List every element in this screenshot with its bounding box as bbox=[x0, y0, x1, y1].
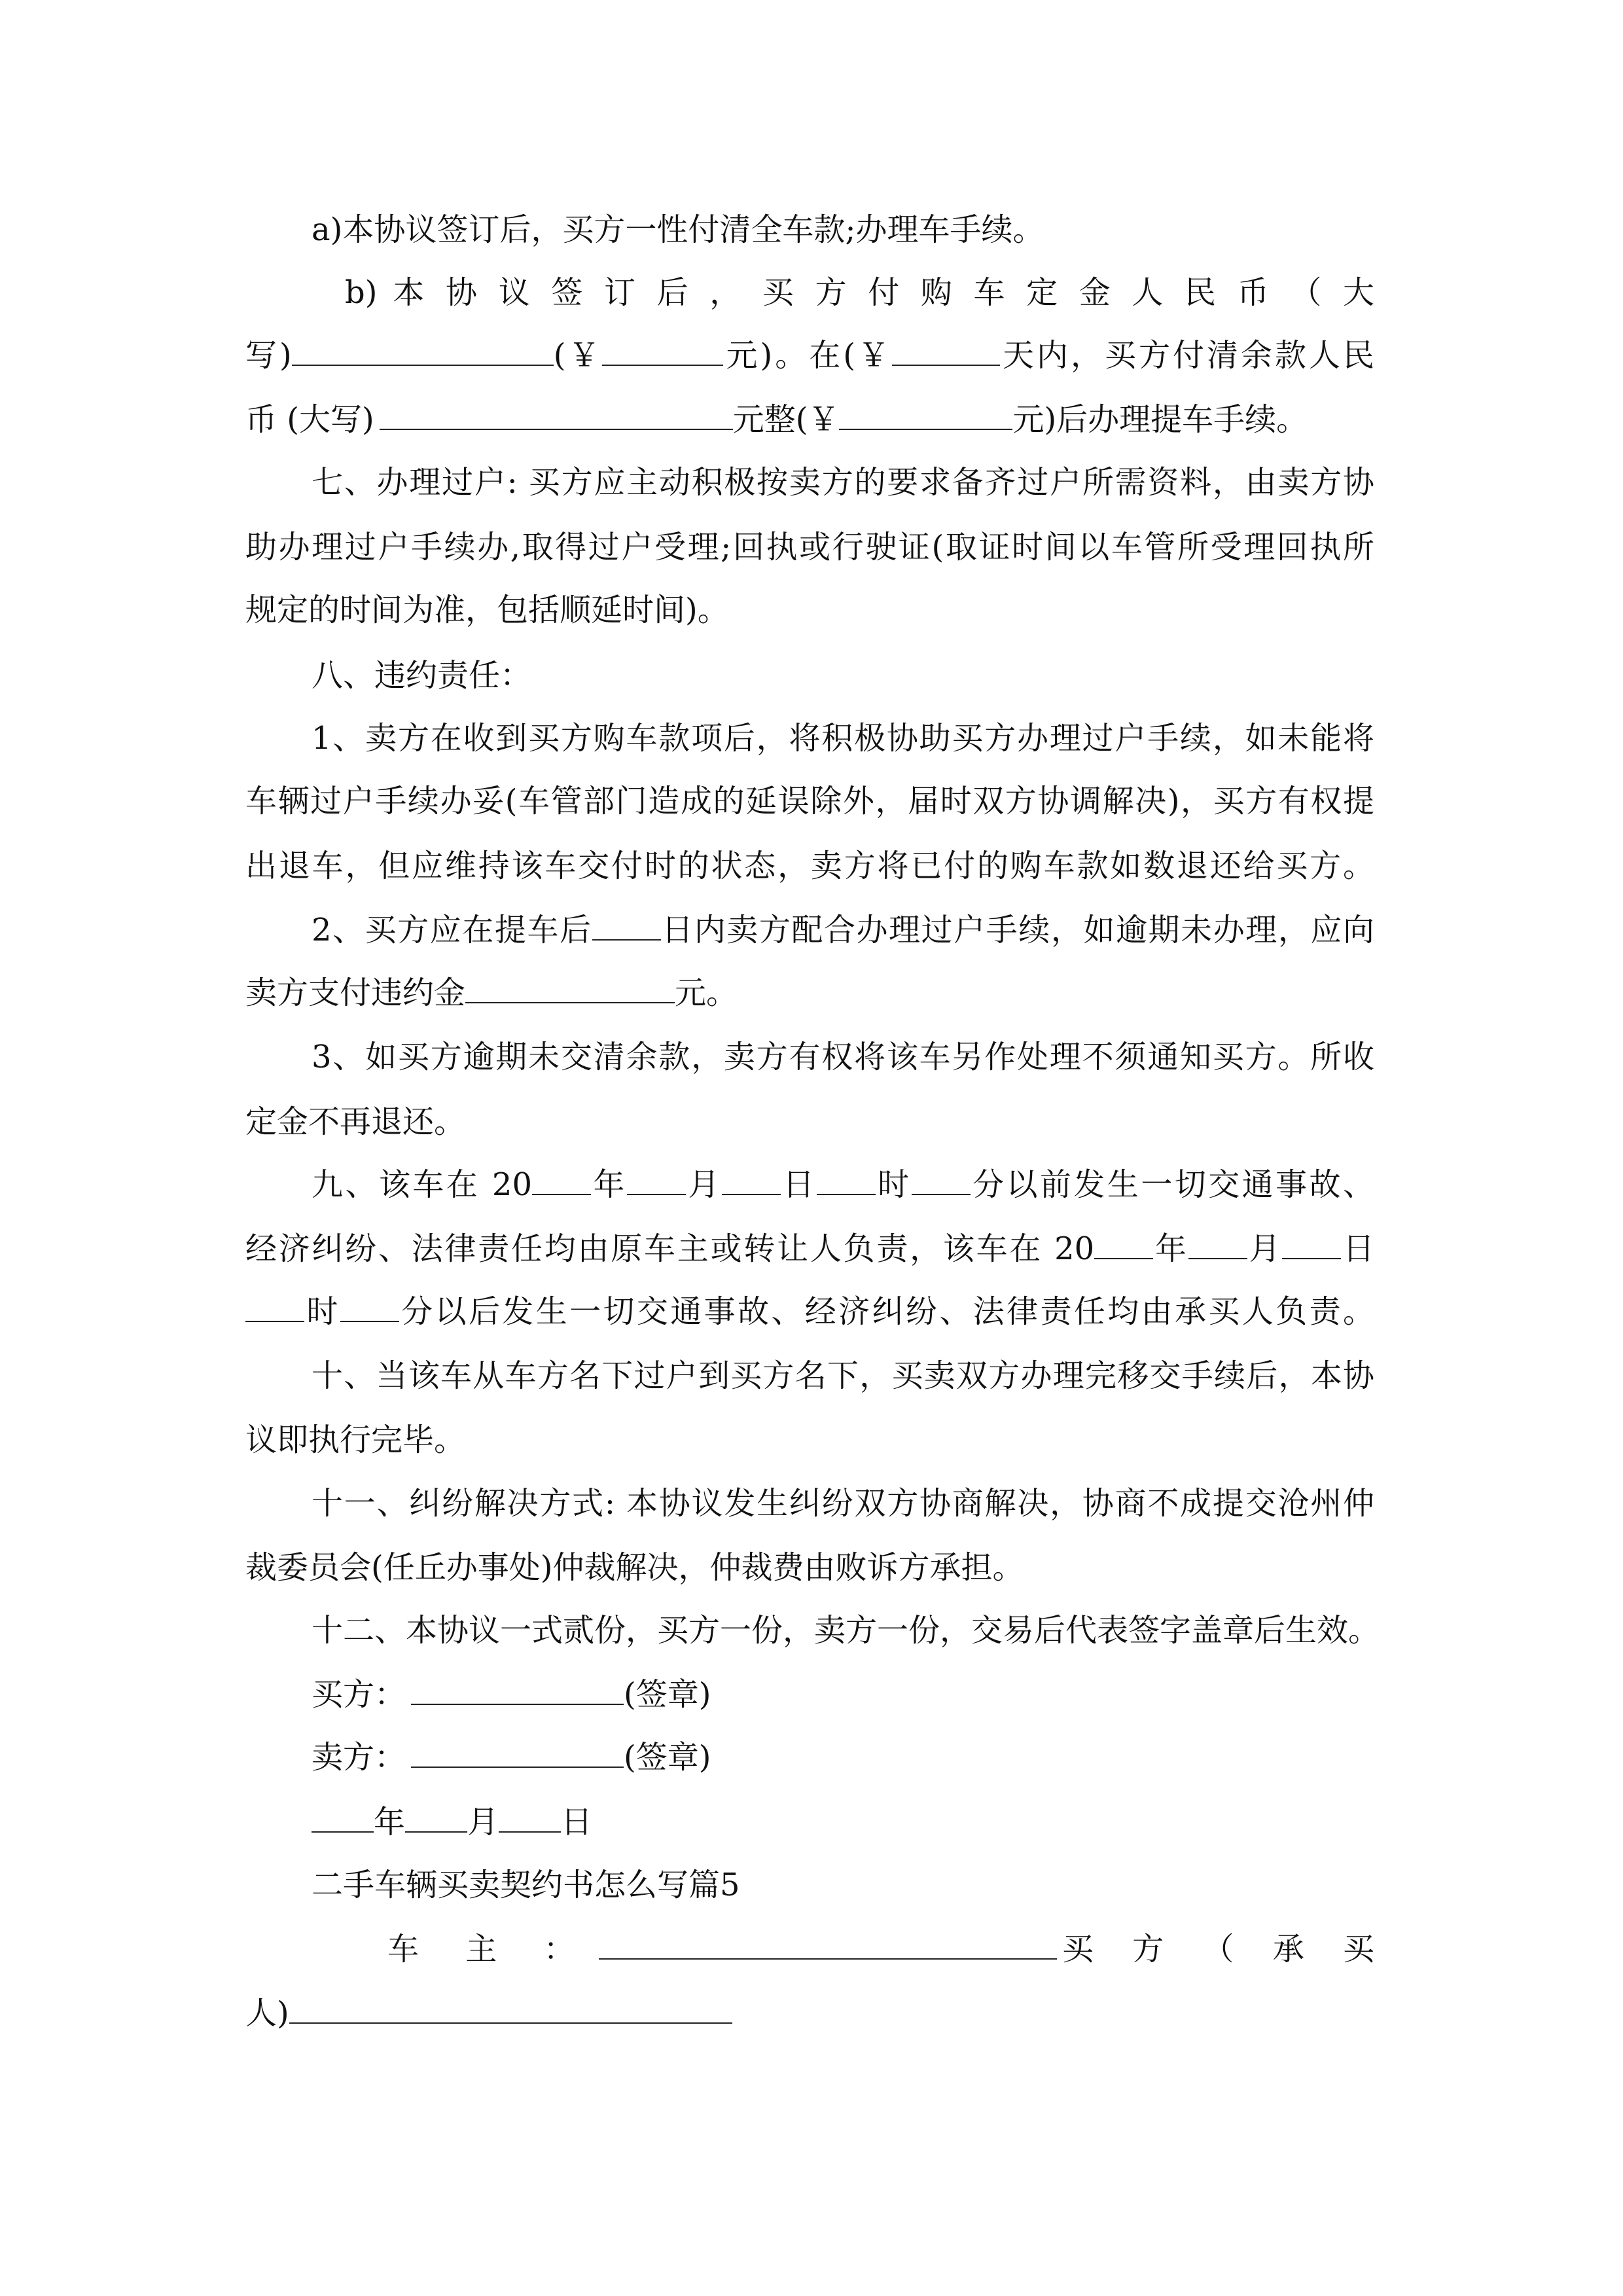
buyer-signature-field[interactable] bbox=[411, 1675, 624, 1705]
blank-field[interactable] bbox=[465, 973, 675, 1003]
text: 月 bbox=[1247, 1230, 1283, 1267]
blank-field[interactable] bbox=[892, 336, 1000, 366]
clause-7-line2: 助办理过户手续办,取得过户受理;回执或行驶证(取证时间以车管所受理回执所 bbox=[245, 529, 1374, 565]
text: 年 bbox=[374, 1804, 406, 1840]
text: 卖方支付违约金 bbox=[245, 975, 466, 1011]
clause-b-line3 bbox=[245, 400, 1374, 439]
text: 元)后办理提车手续。 bbox=[1012, 401, 1308, 438]
blank-hour[interactable] bbox=[245, 1292, 304, 1322]
owner-buyer-line bbox=[387, 1929, 1389, 1969]
blank-year[interactable] bbox=[1094, 1229, 1153, 1259]
clause-7-line3: 规定的时间为准，包括顺延时间)。 bbox=[245, 592, 729, 628]
blank-day[interactable] bbox=[722, 1165, 781, 1195]
seller-signature-field[interactable] bbox=[411, 1738, 624, 1768]
text: 日 bbox=[1341, 1230, 1374, 1267]
clause-11-line1: 十一、纠纷解决方式: 本协议发生纠纷双方协商解决，协商不成提交沧州仲 bbox=[312, 1485, 1374, 1522]
text: 买方： bbox=[312, 1676, 406, 1713]
text: (签章) bbox=[624, 1676, 711, 1713]
text: 买 方 （ 承 买 bbox=[1061, 1931, 1389, 1967]
clause-8-2-line2 bbox=[245, 973, 1374, 1013]
blank-minute[interactable] bbox=[912, 1165, 971, 1195]
clause-10-line2: 议即执行完毕。 bbox=[245, 1422, 466, 1458]
buyer-field[interactable] bbox=[289, 1994, 732, 2024]
blank-field[interactable] bbox=[292, 336, 554, 366]
blank-field[interactable] bbox=[839, 400, 1012, 430]
text: 写) bbox=[245, 337, 292, 374]
text: 2、买方应在提车后 bbox=[312, 912, 592, 948]
blank-month[interactable] bbox=[627, 1165, 686, 1195]
text: 分以前发生一切交通事故、 bbox=[970, 1166, 1374, 1203]
text: 分以后发生一切交通事故、经济纠纷、法律责任均由承买人负责。 bbox=[399, 1293, 1374, 1330]
owner-field[interactable] bbox=[599, 1929, 1057, 1960]
text: 币 (大写) bbox=[245, 401, 374, 438]
blank-month[interactable] bbox=[405, 1803, 467, 1833]
clause-8-3-line1: 3、如买方逾期未交清余款，卖方有权将该车另作处理不须通知买方。所收 bbox=[312, 1039, 1374, 1075]
text: 月 bbox=[467, 1804, 499, 1840]
text: 车 主 ： bbox=[387, 1931, 594, 1967]
text: 天内，买方付清余款人民 bbox=[999, 337, 1374, 374]
blank-field[interactable] bbox=[592, 910, 661, 941]
text: 元整(￥ bbox=[732, 401, 840, 438]
section-heading: 二手车辆买卖契约书怎么写篇5 bbox=[312, 1867, 740, 1903]
blank-month[interactable] bbox=[1188, 1229, 1247, 1259]
text: 年 bbox=[591, 1166, 627, 1203]
clause-9-line2 bbox=[245, 1229, 1374, 1268]
clause-7-line1: 七、办理过户: 买方应主动积极按卖方的要求备齐过户所需资料，由卖方协 bbox=[312, 464, 1374, 501]
text: 月 bbox=[685, 1166, 722, 1203]
blank-day[interactable] bbox=[499, 1803, 561, 1833]
text: 日 bbox=[561, 1804, 593, 1840]
text: 时 bbox=[304, 1293, 340, 1330]
blank-day[interactable] bbox=[1282, 1229, 1341, 1259]
text: 元)。在(￥ bbox=[723, 337, 892, 374]
clause-a: a)本协议签订后，买方一性付清全车款;办理车手续。 bbox=[312, 211, 1044, 248]
text: 日内卖方配合办理过户手续，如逾期未办理，应向 bbox=[660, 912, 1374, 948]
blank-hour[interactable] bbox=[817, 1165, 876, 1195]
text: 九、该车在 20 bbox=[312, 1166, 533, 1203]
clause-12: 十二、本协议一式贰份，买方一份，卖方一份，交易后代表签字盖章后生效。 bbox=[312, 1612, 1380, 1649]
clause-b-line1: b) 本 协 议 签 订 后 ， 买 方 付 购 车 定 金 人 民 币 （ 大 bbox=[345, 274, 1374, 311]
text: 日 bbox=[780, 1166, 817, 1203]
blank-minute[interactable] bbox=[340, 1292, 399, 1322]
blank-field[interactable] bbox=[380, 400, 733, 430]
seller-signature-line bbox=[312, 1738, 711, 1777]
blank-year[interactable] bbox=[532, 1165, 591, 1195]
clause-8-3-line2: 定金不再退还。 bbox=[245, 1103, 466, 1140]
clause-9-line3 bbox=[245, 1292, 1374, 1331]
clause-11-line2: 裁委员会(任丘办事处)仲裁解决，仲裁费由败诉方承担。 bbox=[245, 1549, 1024, 1586]
text: 年 bbox=[1153, 1230, 1188, 1267]
section-8-heading: 八、违约责任： bbox=[312, 657, 532, 694]
clause-8-1-line3: 出退车，但应维持该车交付时的状态，卖方将已付的购车款如数退还给买方。 bbox=[245, 848, 1374, 884]
clause-8-1-line1: 1、卖方在收到买方购车款项后，将积极协助买方办理过户手续，如未能将 bbox=[312, 720, 1374, 757]
text: 经济纠纷、法律责任均由原车主或转让人负责，该车在 20 bbox=[245, 1230, 1095, 1267]
signing-date-line bbox=[312, 1803, 592, 1842]
buyer-line bbox=[245, 1994, 1374, 2033]
clause-10-line1: 十、当该车从车方名下过户到买方名下，买卖双方办理完移交手续后，本协 bbox=[312, 1357, 1374, 1394]
blank-field[interactable] bbox=[602, 336, 723, 366]
buyer-signature-line bbox=[312, 1675, 711, 1714]
clause-9-line1 bbox=[312, 1165, 1374, 1204]
text: 卖方： bbox=[312, 1739, 406, 1776]
blank-year[interactable] bbox=[312, 1803, 374, 1833]
text: 人) bbox=[245, 1995, 289, 2032]
clause-b-line2 bbox=[245, 336, 1374, 375]
clause-8-1-line2: 车辆过户手续办妥(车管部门造成的延误除外，届时双方协调解决)，买方有权提 bbox=[245, 783, 1374, 819]
text: (￥ bbox=[553, 337, 603, 374]
text: 元。 bbox=[675, 975, 738, 1011]
text: (签章) bbox=[624, 1739, 711, 1776]
text: 时 bbox=[875, 1166, 912, 1203]
clause-8-2-line1 bbox=[312, 910, 1374, 950]
